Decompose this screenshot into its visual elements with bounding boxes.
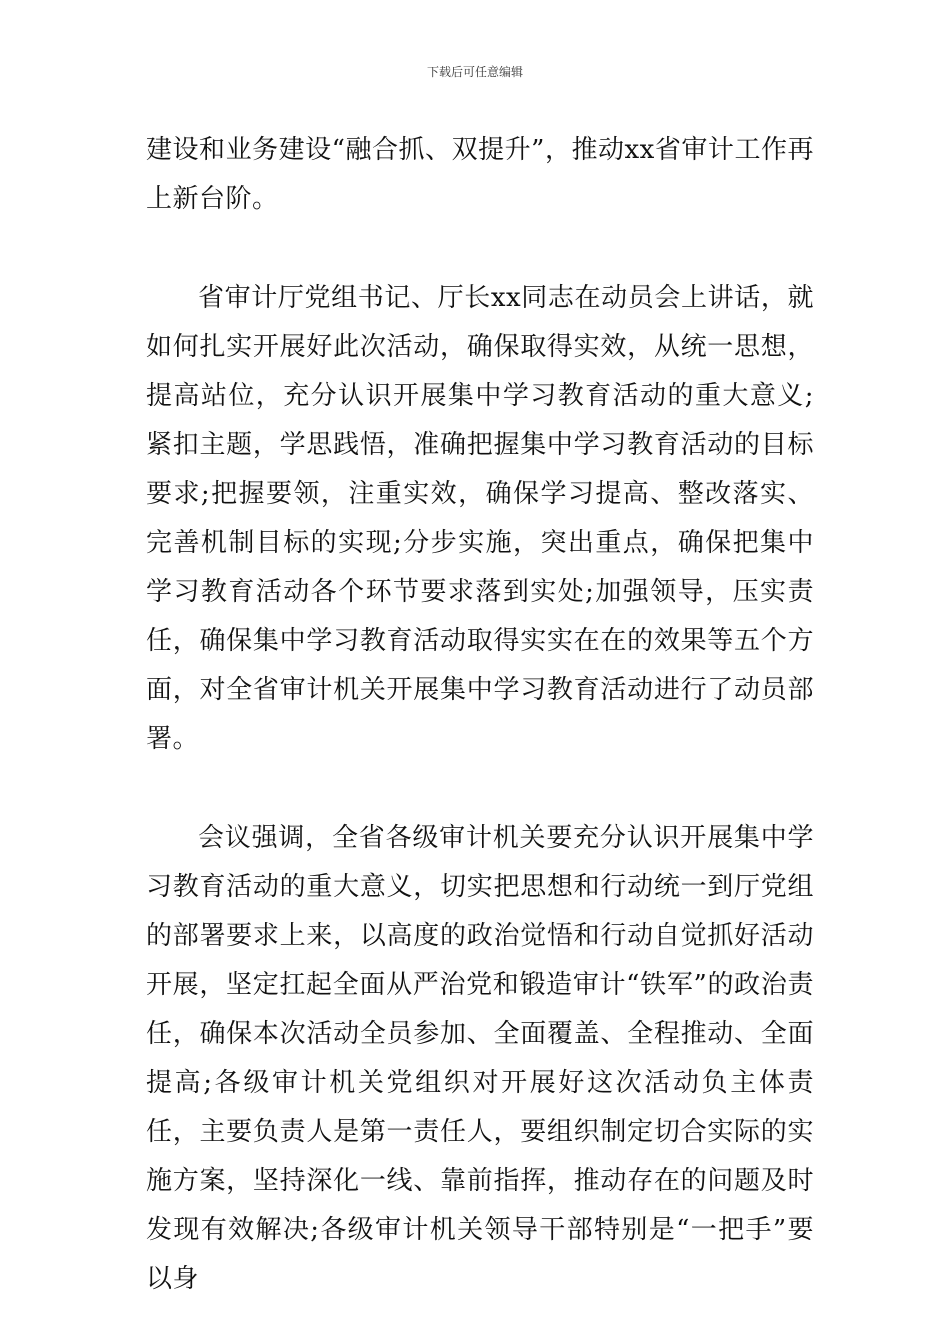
paragraph-speech: 省审计厅党组书记、厅长xx同志在动员会上讲话，就如何扎实开展好此次活动，确保取得实效，从统一思想，提高站位，充分认识开展集中学习教育活动的重大意义;紧扣主题，学思践悟，准确把握集中学习教育活动的目标要求;把握要领，注重实效，确保学习提高、整改落实、完善机制目标的实现;分步实施，突出重点，确保把集中学习教育活动各个环节要求落到实处;加强领导，压实责任，确保集中学习教育活动取得实实在在的效果等五个方面，对全省审计机关开展集中学习教育活动进行了动员部署。	[146, 283, 814, 754]
page-header: 下载后可任意编辑	[426, 65, 523, 79]
paragraph-meeting-emphasis: 会议强调，全省各级审计机关要充分认识开展集中学习教育活动的重大意义，切实把思想和行动统一到厅党组的部署要求上来，以高度的政治觉悟和行动自觉抓好活动开展，坚定扛起全面从严治党和锻造审计“铁军”的政治责任，确保本次活动全员参加、全面覆盖、全程推动、全面提高;各级审计机关党组织对开展好这次活动负主体责任，主要负责人是第一责任人，要组织制定切合实际的实施方案，坚持深化一线、靠前指挥，推动存在的问题及时发现有效解决;各级审计机关领导干部特别是“一把手”要以身	[146, 823, 814, 1294]
paragraph-continued: 建设和业务建设“融合抓、双提升”，推动xx省审计工作再上新台阶。	[146, 135, 814, 214]
document-body	[146, 126, 814, 1304]
